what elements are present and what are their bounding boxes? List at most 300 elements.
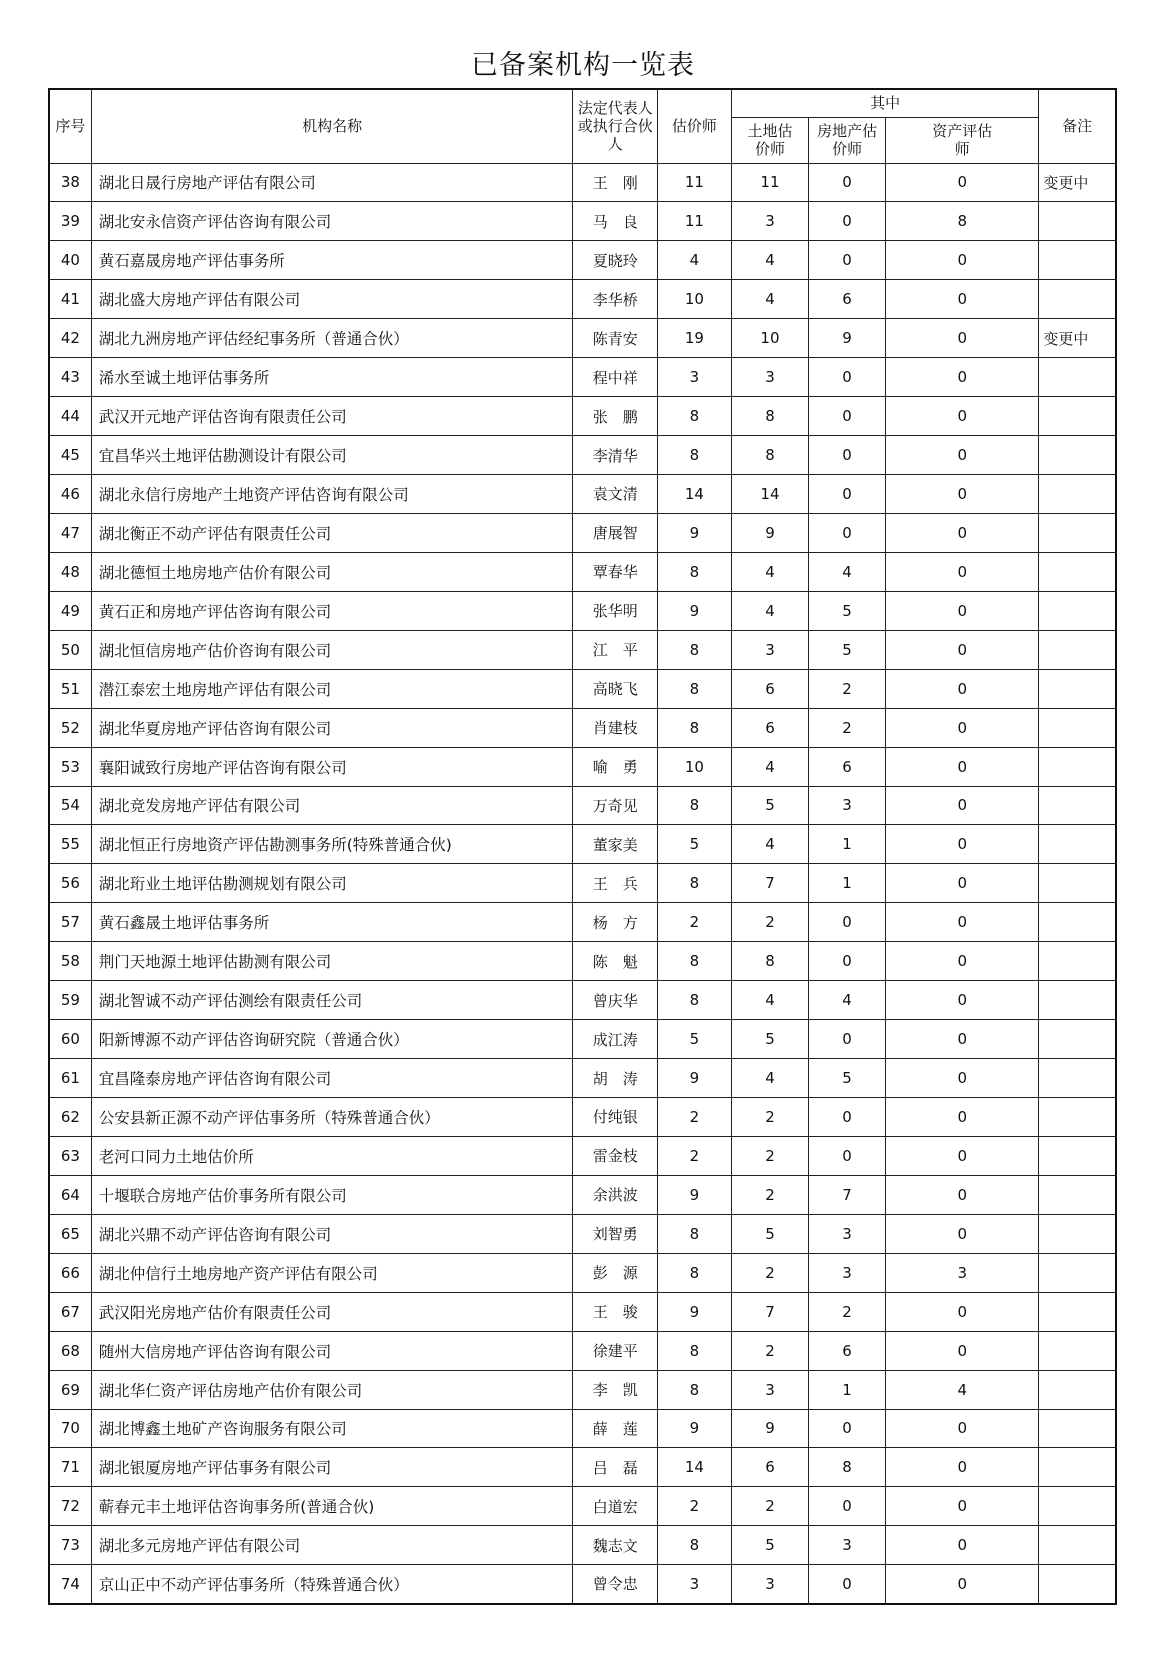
cell-land: 2	[731, 1253, 808, 1292]
table-row	[49, 1253, 1116, 1292]
header-note: 备注	[1039, 89, 1116, 163]
cell-seq: 48	[49, 552, 91, 591]
cell-name: 黄石鑫晟土地评估事务所	[91, 903, 573, 942]
cell-name: 湖北珩业土地评估勘测规划有限公司	[91, 864, 573, 903]
header-asset: 资产评估师	[886, 117, 1039, 163]
cell-note	[1039, 1175, 1116, 1214]
cell-name: 荆门天地源土地评估勘测有限公司	[91, 942, 573, 981]
cell-land: 14	[731, 475, 808, 514]
cell-asset: 0	[886, 591, 1039, 630]
cell-land: 8	[731, 436, 808, 475]
cell-land: 5	[731, 1526, 808, 1565]
cell-land: 7	[731, 1292, 808, 1331]
cell-name: 阳新博源不动产评估咨询研究院（普通合伙）	[91, 1020, 573, 1059]
table-row	[49, 475, 1116, 514]
cell-note	[1039, 630, 1116, 669]
cell-rep: 董家美	[573, 825, 658, 864]
cell-name: 湖北安永信资产评估咨询有限公司	[91, 202, 573, 241]
cell-note	[1039, 786, 1116, 825]
cell-land: 2	[731, 1098, 808, 1137]
cell-note	[1039, 1331, 1116, 1370]
cell-asset: 0	[886, 1565, 1039, 1604]
cell-rep: 程中祥	[573, 358, 658, 397]
table-row	[49, 1448, 1116, 1487]
cell-land: 3	[731, 202, 808, 241]
cell-asset: 0	[886, 397, 1039, 436]
cell-rep: 杨 方	[573, 903, 658, 942]
table-row	[49, 1565, 1116, 1604]
cell-house: 3	[809, 1526, 886, 1565]
cell-rep: 吕 磊	[573, 1448, 658, 1487]
cell-name: 十堰联合房地产估价事务所有限公司	[91, 1175, 573, 1214]
cell-rep: 徐建平	[573, 1331, 658, 1370]
cell-house: 0	[809, 1565, 886, 1604]
cell-rep: 李 凯	[573, 1370, 658, 1409]
cell-name: 湖北竞发房地产评估有限公司	[91, 786, 573, 825]
cell-appraiser-total: 4	[657, 241, 731, 280]
cell-asset: 0	[886, 552, 1039, 591]
table-header	[49, 89, 1116, 163]
cell-note	[1039, 202, 1116, 241]
cell-rep: 李华桥	[573, 280, 658, 319]
cell-house: 0	[809, 436, 886, 475]
cell-rep: 雷金枝	[573, 1136, 658, 1175]
cell-seq: 65	[49, 1214, 91, 1253]
cell-asset: 0	[886, 241, 1039, 280]
cell-seq: 72	[49, 1487, 91, 1526]
cell-appraiser-total: 9	[657, 591, 731, 630]
cell-note	[1039, 1136, 1116, 1175]
cell-land: 10	[731, 319, 808, 358]
cell-appraiser-total: 8	[657, 397, 731, 436]
cell-appraiser-total: 8	[657, 1214, 731, 1253]
table-row	[49, 1059, 1116, 1098]
table-row	[49, 280, 1116, 319]
cell-seq: 54	[49, 786, 91, 825]
cell-land: 4	[731, 747, 808, 786]
cell-land: 5	[731, 1020, 808, 1059]
cell-note	[1039, 1292, 1116, 1331]
cell-note: 变更中	[1039, 163, 1116, 202]
cell-house: 1	[809, 1370, 886, 1409]
cell-seq: 41	[49, 280, 91, 319]
cell-rep: 覃春华	[573, 552, 658, 591]
registry-table	[48, 88, 1117, 1605]
cell-note	[1039, 397, 1116, 436]
cell-land: 3	[731, 1370, 808, 1409]
cell-note	[1039, 669, 1116, 708]
cell-seq: 58	[49, 942, 91, 981]
cell-name: 湖北恒信房地产估价咨询有限公司	[91, 630, 573, 669]
cell-appraiser-total: 8	[657, 981, 731, 1020]
header-group: 其中	[731, 89, 1038, 117]
cell-land: 4	[731, 241, 808, 280]
cell-asset: 0	[886, 1487, 1039, 1526]
cell-house: 2	[809, 1292, 886, 1331]
cell-name: 湖北多元房地产评估有限公司	[91, 1526, 573, 1565]
cell-rep: 江 平	[573, 630, 658, 669]
cell-seq: 51	[49, 669, 91, 708]
cell-rep: 胡 涛	[573, 1059, 658, 1098]
header-house: 房地产估价师	[809, 117, 886, 163]
cell-asset: 0	[886, 1331, 1039, 1370]
cell-seq: 42	[49, 319, 91, 358]
cell-rep: 肖建枝	[573, 708, 658, 747]
cell-note	[1039, 1565, 1116, 1604]
table-row	[49, 825, 1116, 864]
cell-house: 3	[809, 786, 886, 825]
cell-name: 浠水至诚土地评估事务所	[91, 358, 573, 397]
cell-note	[1039, 1487, 1116, 1526]
cell-asset: 0	[886, 630, 1039, 669]
cell-note	[1039, 280, 1116, 319]
cell-house: 0	[809, 1020, 886, 1059]
cell-land: 5	[731, 786, 808, 825]
cell-name: 湖北博鑫土地矿产咨询服务有限公司	[91, 1409, 573, 1448]
cell-note	[1039, 1059, 1116, 1098]
cell-appraiser-total: 2	[657, 1098, 731, 1137]
cell-name: 蕲春元丰土地评估咨询事务所(普通合伙)	[91, 1487, 573, 1526]
header-land: 土地估价师	[731, 117, 808, 163]
cell-seq: 43	[49, 358, 91, 397]
cell-name: 武汉开元地产评估咨询有限责任公司	[91, 397, 573, 436]
table-row	[49, 163, 1116, 202]
cell-rep: 刘智勇	[573, 1214, 658, 1253]
table-row	[49, 1526, 1116, 1565]
cell-appraiser-total: 8	[657, 669, 731, 708]
cell-appraiser-total: 3	[657, 1565, 731, 1604]
cell-rep: 李清华	[573, 436, 658, 475]
cell-appraiser-total: 3	[657, 358, 731, 397]
cell-note	[1039, 1409, 1116, 1448]
cell-seq: 55	[49, 825, 91, 864]
cell-note	[1039, 1370, 1116, 1409]
cell-house: 4	[809, 552, 886, 591]
cell-asset: 0	[886, 1409, 1039, 1448]
cell-seq: 67	[49, 1292, 91, 1331]
cell-land: 4	[731, 591, 808, 630]
cell-rep: 唐展智	[573, 513, 658, 552]
cell-house: 0	[809, 942, 886, 981]
table-row	[49, 358, 1116, 397]
cell-house: 6	[809, 747, 886, 786]
table-row	[49, 241, 1116, 280]
cell-land: 3	[731, 358, 808, 397]
table-row	[49, 864, 1116, 903]
cell-land: 2	[731, 1487, 808, 1526]
table-row	[49, 1214, 1116, 1253]
cell-appraiser-total: 8	[657, 1253, 731, 1292]
cell-name: 湖北智诚不动产评估测绘有限责任公司	[91, 981, 573, 1020]
cell-land: 7	[731, 864, 808, 903]
table-row	[49, 1487, 1116, 1526]
cell-house: 0	[809, 358, 886, 397]
cell-note	[1039, 436, 1116, 475]
table-row	[49, 1098, 1116, 1137]
cell-asset: 3	[886, 1253, 1039, 1292]
cell-name: 武汉阳光房地产估价有限责任公司	[91, 1292, 573, 1331]
cell-seq: 61	[49, 1059, 91, 1098]
cell-appraiser-total: 11	[657, 202, 731, 241]
cell-asset: 0	[886, 358, 1039, 397]
header-seq: 序号	[49, 89, 91, 163]
table-row	[49, 981, 1116, 1020]
cell-asset: 0	[886, 513, 1039, 552]
cell-asset: 0	[886, 163, 1039, 202]
cell-asset: 4	[886, 1370, 1039, 1409]
cell-asset: 0	[886, 319, 1039, 358]
cell-house: 6	[809, 1331, 886, 1370]
cell-appraiser-total: 2	[657, 1136, 731, 1175]
cell-rep: 马 良	[573, 202, 658, 241]
cell-note	[1039, 864, 1116, 903]
cell-land: 8	[731, 397, 808, 436]
cell-house: 2	[809, 708, 886, 747]
cell-asset: 0	[886, 1059, 1039, 1098]
cell-note	[1039, 981, 1116, 1020]
cell-rep: 高晓飞	[573, 669, 658, 708]
cell-rep: 王 刚	[573, 163, 658, 202]
cell-seq: 68	[49, 1331, 91, 1370]
cell-land: 4	[731, 981, 808, 1020]
table-row	[49, 397, 1116, 436]
cell-seq: 44	[49, 397, 91, 436]
cell-name: 随州大信房地产评估咨询有限公司	[91, 1331, 573, 1370]
cell-rep: 付纯银	[573, 1098, 658, 1137]
cell-seq: 63	[49, 1136, 91, 1175]
cell-seq: 56	[49, 864, 91, 903]
cell-house: 6	[809, 280, 886, 319]
cell-house: 9	[809, 319, 886, 358]
cell-name: 京山正中不动产评估事务所（特殊普通合伙）	[91, 1565, 573, 1604]
table-row	[49, 786, 1116, 825]
cell-appraiser-total: 14	[657, 1448, 731, 1487]
cell-house: 0	[809, 1098, 886, 1137]
cell-appraiser-total: 9	[657, 513, 731, 552]
cell-house: 2	[809, 669, 886, 708]
cell-seq: 62	[49, 1098, 91, 1137]
cell-seq: 60	[49, 1020, 91, 1059]
cell-land: 4	[731, 1059, 808, 1098]
cell-name: 湖北华仁资产评估房地产估价有限公司	[91, 1370, 573, 1409]
cell-asset: 0	[886, 1214, 1039, 1253]
table-body	[49, 163, 1116, 1604]
cell-seq: 57	[49, 903, 91, 942]
cell-land: 6	[731, 669, 808, 708]
cell-name: 湖北德恒土地房地产估价有限公司	[91, 552, 573, 591]
cell-note	[1039, 1253, 1116, 1292]
cell-asset: 0	[886, 981, 1039, 1020]
cell-house: 3	[809, 1214, 886, 1253]
cell-asset: 0	[886, 1526, 1039, 1565]
cell-asset: 0	[886, 1020, 1039, 1059]
cell-seq: 45	[49, 436, 91, 475]
cell-name: 黄石正和房地产评估咨询有限公司	[91, 591, 573, 630]
table-row	[49, 669, 1116, 708]
page-title: 已备案机构一览表	[471, 50, 695, 81]
cell-note	[1039, 552, 1116, 591]
cell-asset: 0	[886, 864, 1039, 903]
cell-land: 4	[731, 825, 808, 864]
cell-name: 黄石嘉晟房地产评估事务所	[91, 241, 573, 280]
table-row	[49, 1331, 1116, 1370]
cell-house: 0	[809, 241, 886, 280]
table-row	[49, 1370, 1116, 1409]
cell-asset: 0	[886, 708, 1039, 747]
cell-appraiser-total: 8	[657, 708, 731, 747]
cell-name: 湖北衡正不动产评估有限责任公司	[91, 513, 573, 552]
cell-seq: 50	[49, 630, 91, 669]
cell-house: 8	[809, 1448, 886, 1487]
cell-note	[1039, 1098, 1116, 1137]
table-row	[49, 1409, 1116, 1448]
cell-asset: 0	[886, 1098, 1039, 1137]
cell-rep: 成江涛	[573, 1020, 658, 1059]
cell-rep: 曾庆华	[573, 981, 658, 1020]
table-row	[49, 1292, 1116, 1331]
cell-name: 老河口同力土地估价所	[91, 1136, 573, 1175]
cell-name: 湖北恒正行房地资产评估勘测事务所(特殊普通合伙)	[91, 825, 573, 864]
cell-rep: 万奇见	[573, 786, 658, 825]
table-row	[49, 552, 1116, 591]
cell-appraiser-total: 8	[657, 1370, 731, 1409]
cell-note	[1039, 358, 1116, 397]
table-row	[49, 747, 1116, 786]
cell-seq: 69	[49, 1370, 91, 1409]
table-row	[49, 591, 1116, 630]
cell-name: 宜昌华兴土地评估勘测设计有限公司	[91, 436, 573, 475]
cell-seq: 47	[49, 513, 91, 552]
cell-name: 湖北日晟行房地产评估有限公司	[91, 163, 573, 202]
cell-note	[1039, 942, 1116, 981]
cell-rep: 袁文清	[573, 475, 658, 514]
cell-seq: 74	[49, 1565, 91, 1604]
cell-house: 5	[809, 591, 886, 630]
table-row	[49, 630, 1116, 669]
cell-house: 0	[809, 202, 886, 241]
cell-asset: 0	[886, 786, 1039, 825]
cell-asset: 8	[886, 202, 1039, 241]
cell-appraiser-total: 14	[657, 475, 731, 514]
cell-rep: 喻 勇	[573, 747, 658, 786]
table-row	[49, 708, 1116, 747]
cell-note	[1039, 513, 1116, 552]
cell-seq: 49	[49, 591, 91, 630]
cell-appraiser-total: 5	[657, 825, 731, 864]
cell-land: 2	[731, 1331, 808, 1370]
cell-note	[1039, 747, 1116, 786]
cell-seq: 40	[49, 241, 91, 280]
cell-note	[1039, 241, 1116, 280]
cell-note	[1039, 903, 1116, 942]
cell-appraiser-total: 8	[657, 942, 731, 981]
cell-rep: 王 骏	[573, 1292, 658, 1331]
table-row	[49, 1020, 1116, 1059]
cell-appraiser-total: 19	[657, 319, 731, 358]
cell-appraiser-total: 9	[657, 1292, 731, 1331]
cell-house: 0	[809, 1136, 886, 1175]
cell-seq: 52	[49, 708, 91, 747]
cell-note: 变更中	[1039, 319, 1116, 358]
cell-name: 湖北永信行房地产土地资产评估咨询有限公司	[91, 475, 573, 514]
cell-seq: 59	[49, 981, 91, 1020]
table-row	[49, 903, 1116, 942]
cell-rep: 曾令忠	[573, 1565, 658, 1604]
cell-appraiser-total: 10	[657, 747, 731, 786]
cell-asset: 0	[886, 1292, 1039, 1331]
cell-note	[1039, 1526, 1116, 1565]
cell-house: 3	[809, 1253, 886, 1292]
cell-land: 6	[731, 1448, 808, 1487]
cell-asset: 0	[886, 1136, 1039, 1175]
cell-house: 5	[809, 1059, 886, 1098]
table-row	[49, 1136, 1116, 1175]
cell-note	[1039, 708, 1116, 747]
cell-house: 5	[809, 630, 886, 669]
cell-seq: 71	[49, 1448, 91, 1487]
table-row	[49, 1175, 1116, 1214]
cell-appraiser-total: 8	[657, 786, 731, 825]
cell-appraiser-total: 8	[657, 552, 731, 591]
cell-asset: 0	[886, 280, 1039, 319]
cell-land: 3	[731, 1565, 808, 1604]
cell-note	[1039, 1214, 1116, 1253]
cell-appraiser-total: 5	[657, 1020, 731, 1059]
cell-name: 公安县新正源不动产评估事务所（特殊普通合伙）	[91, 1098, 573, 1137]
cell-house: 0	[809, 513, 886, 552]
cell-land: 9	[731, 1409, 808, 1448]
cell-note	[1039, 1020, 1116, 1059]
cell-name: 湖北盛大房地产评估有限公司	[91, 280, 573, 319]
cell-rep: 薛 莲	[573, 1409, 658, 1448]
table-row	[49, 942, 1116, 981]
cell-house: 1	[809, 825, 886, 864]
cell-note	[1039, 825, 1116, 864]
cell-appraiser-total: 9	[657, 1409, 731, 1448]
cell-appraiser-total: 9	[657, 1175, 731, 1214]
cell-name: 湖北兴鼎不动产评估咨询有限公司	[91, 1214, 573, 1253]
header-rep: 法定代表人或执行合伙人	[573, 89, 658, 163]
cell-house: 0	[809, 397, 886, 436]
cell-seq: 70	[49, 1409, 91, 1448]
cell-house: 1	[809, 864, 886, 903]
cell-asset: 0	[886, 1448, 1039, 1487]
cell-land: 11	[731, 163, 808, 202]
cell-land: 3	[731, 630, 808, 669]
cell-rep: 张华明	[573, 591, 658, 630]
cell-seq: 53	[49, 747, 91, 786]
cell-seq: 73	[49, 1526, 91, 1565]
cell-land: 6	[731, 708, 808, 747]
cell-land: 2	[731, 1175, 808, 1214]
cell-appraiser-total: 8	[657, 630, 731, 669]
cell-land: 2	[731, 903, 808, 942]
cell-land: 2	[731, 1136, 808, 1175]
cell-appraiser-total: 8	[657, 1526, 731, 1565]
cell-seq: 38	[49, 163, 91, 202]
header-name: 机构名称	[91, 89, 573, 163]
cell-asset: 0	[886, 942, 1039, 981]
cell-name: 宜昌隆泰房地产评估咨询有限公司	[91, 1059, 573, 1098]
cell-asset: 0	[886, 669, 1039, 708]
cell-name: 湖北仲信行土地房地产资产评估有限公司	[91, 1253, 573, 1292]
cell-land: 5	[731, 1214, 808, 1253]
cell-rep: 白道宏	[573, 1487, 658, 1526]
cell-appraiser-total: 2	[657, 1487, 731, 1526]
cell-asset: 0	[886, 475, 1039, 514]
cell-name: 襄阳诚致行房地产评估咨询有限公司	[91, 747, 573, 786]
cell-asset: 0	[886, 825, 1039, 864]
